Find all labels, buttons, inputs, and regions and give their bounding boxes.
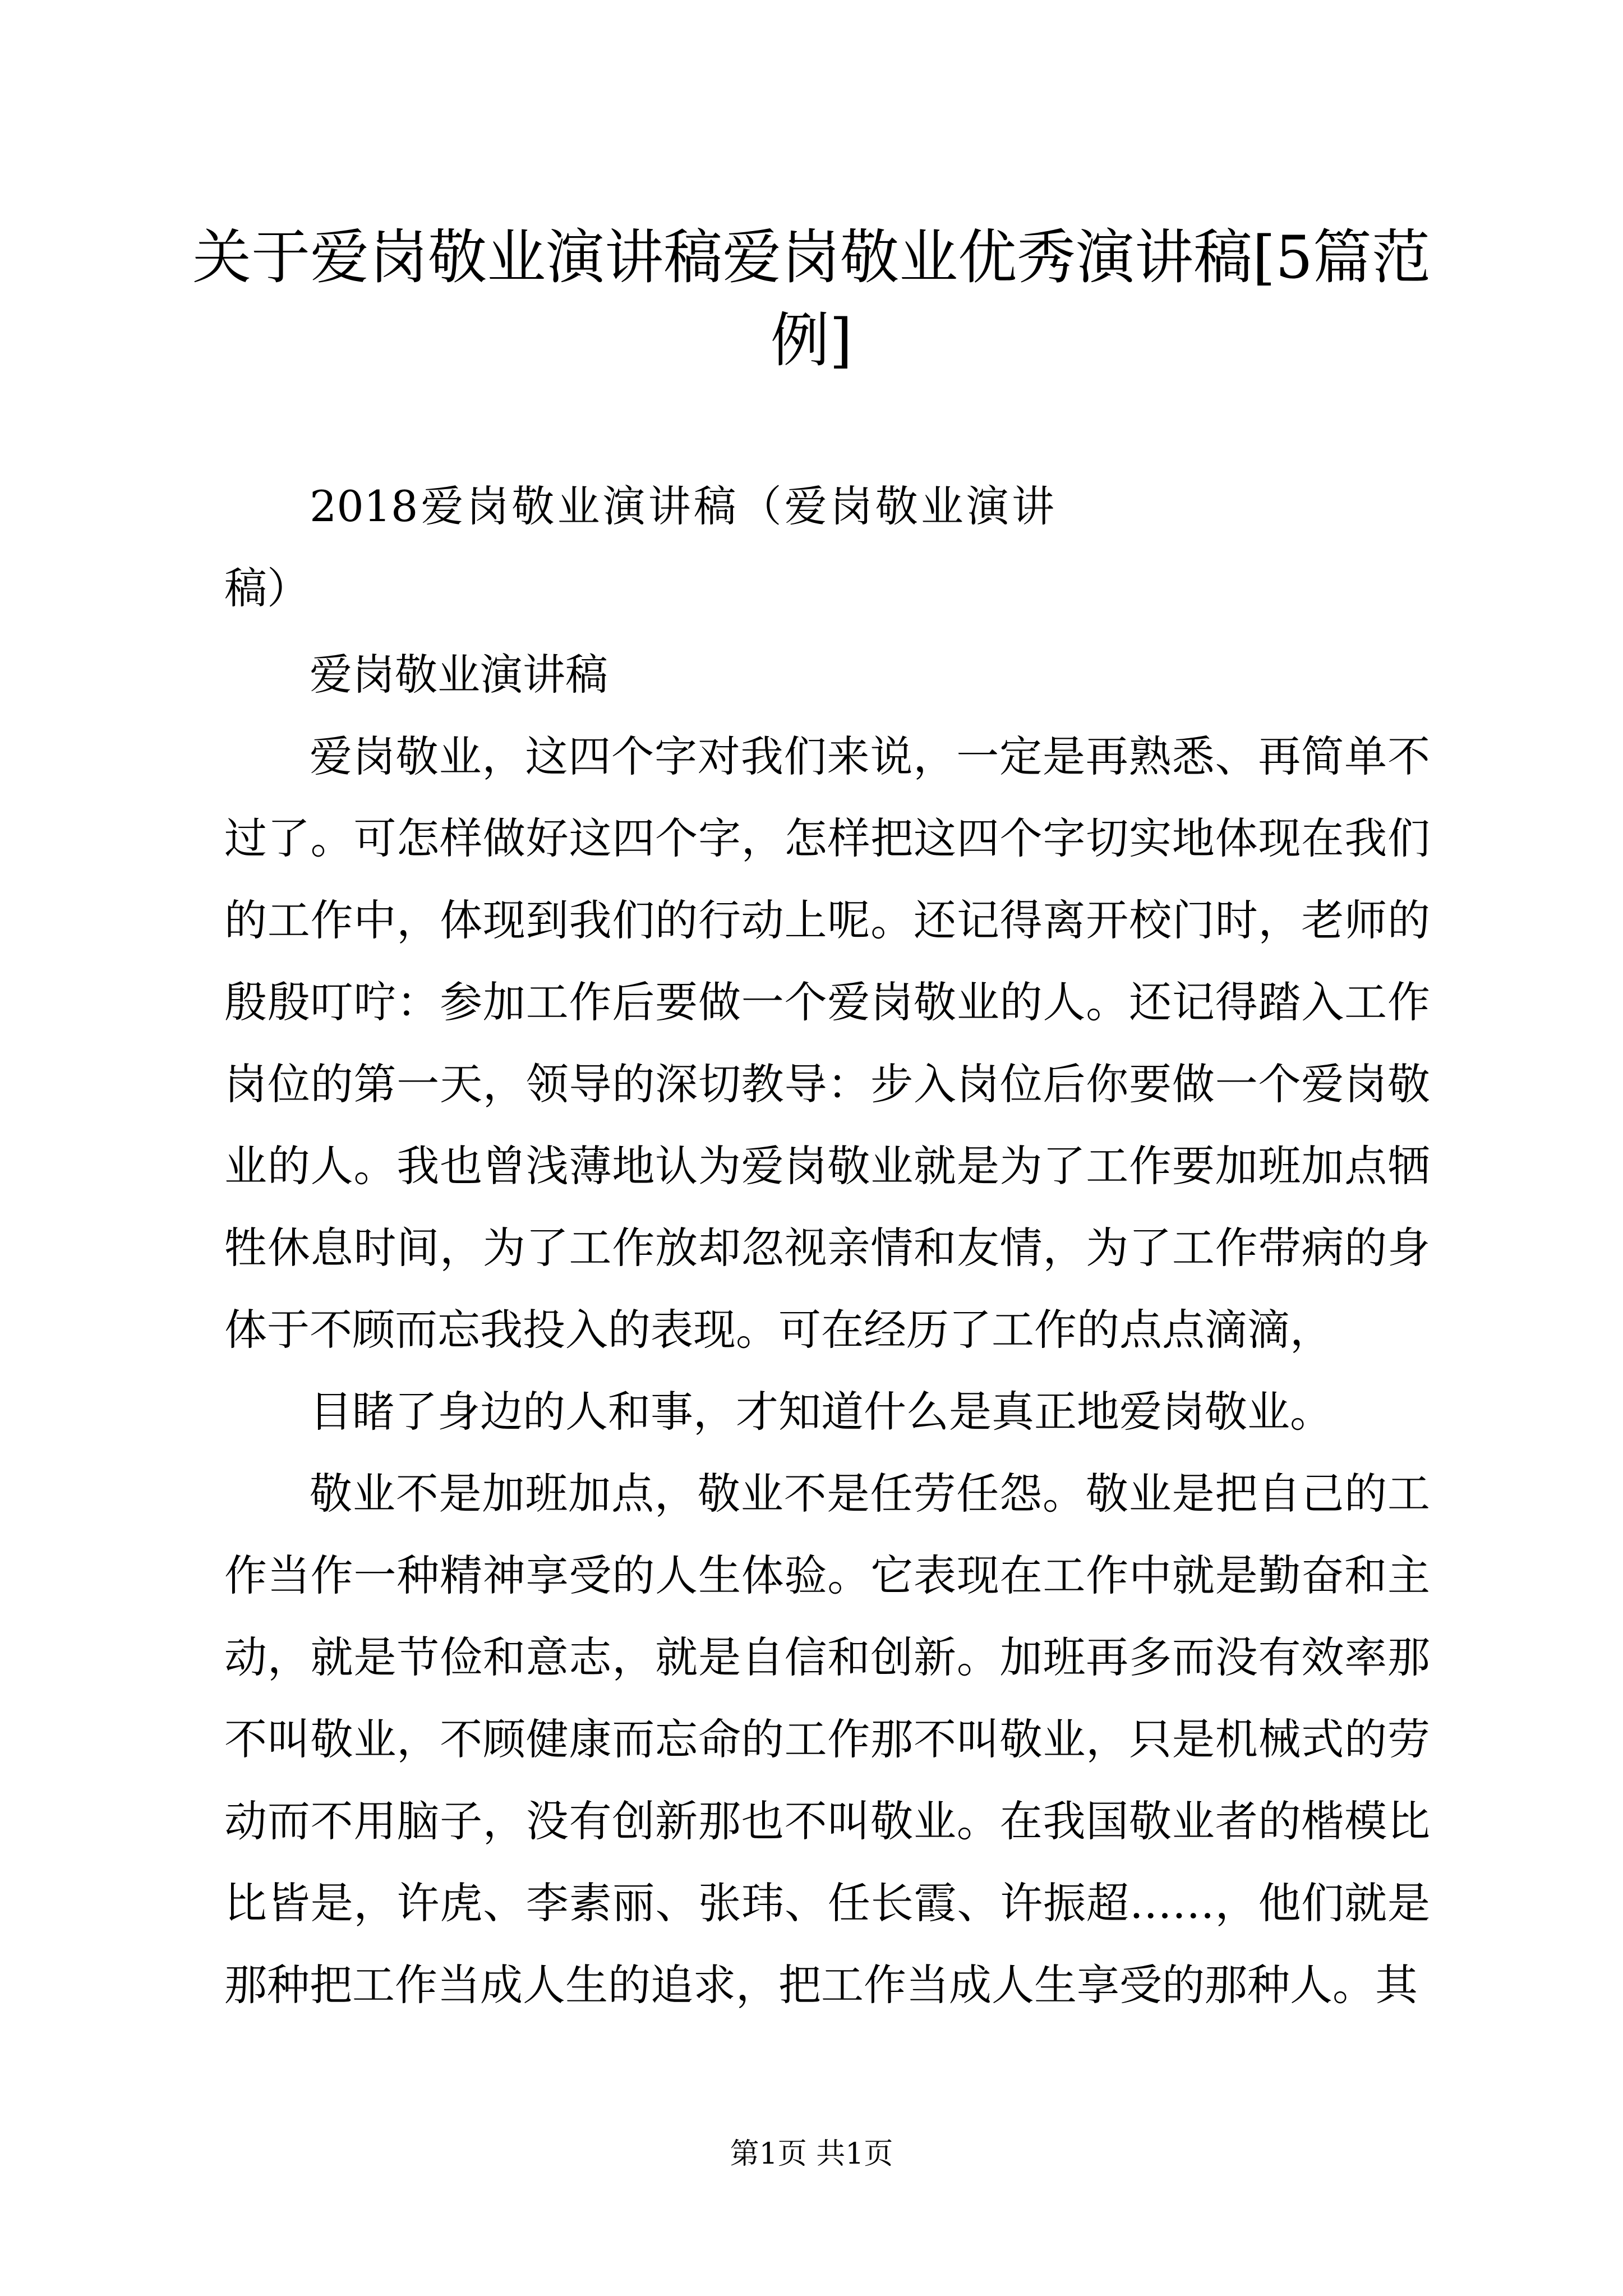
section-heading: 爱岗敬业演讲稿	[310, 650, 608, 700]
document-subtitle: 2018爱岗敬业演讲稿（爱岗敬业演讲稿）	[224, 481, 1054, 613]
paragraph-2: 目睹了身边的人和事，才知道什么是真正地爱岗敬业。	[310, 1387, 1332, 1437]
paragraph-3: 敬业不是加班加点，敬业不是任劳任怨。敬业是把自己的工作当作一种精神享受的人生体验。它表现在工作中就是勤奋和主动，就是节俭和意志，就是自信和创新。加班再多而没有效率那不叫敬业，不顾健康而忘命的工作那不叫敬业，只是机械式的劳动而不用脑子，没有创新那也不叫敬业。在我国敬业者的楷模比比皆是，许虎、李素丽、张玮、任长霞、许振超……，他们就是那种把工作当成人生的追求，把工作当成人生享受的那种人。其	[224, 1469, 1430, 2010]
document-body	[224, 466, 1430, 2026]
document-title: 关于爱岗敬业演讲稿爱岗敬业优秀演讲稿[5篇范例]	[192, 223, 1431, 375]
page-footer: 第1页 共1页	[730, 2137, 893, 2171]
paragraph-1: 爱岗敬业，这四个字对我们来说，一定是再熟悉、再简单不过了。可怎样做好这四个字，怎样把这四个字切实地体现在我们的工作中，体现到我们的行动上呢。还记得离开校门时，老师的殷殷叮咛：参加工作后要做一个爱岗敬业的人。还记得踏入工作岗位的第一天，领导的深切教导：步入岗位后你要做一个爱岗敬业的人。我也曾浅薄地认为爱岗敬业就是为了工作要加班加点牺牲休息时间，为了工作放却忽视亲情和友情，为了工作带病的身体于不顾而忘我投入的表现。可在经历了工作的点点滴滴，	[224, 731, 1430, 1355]
